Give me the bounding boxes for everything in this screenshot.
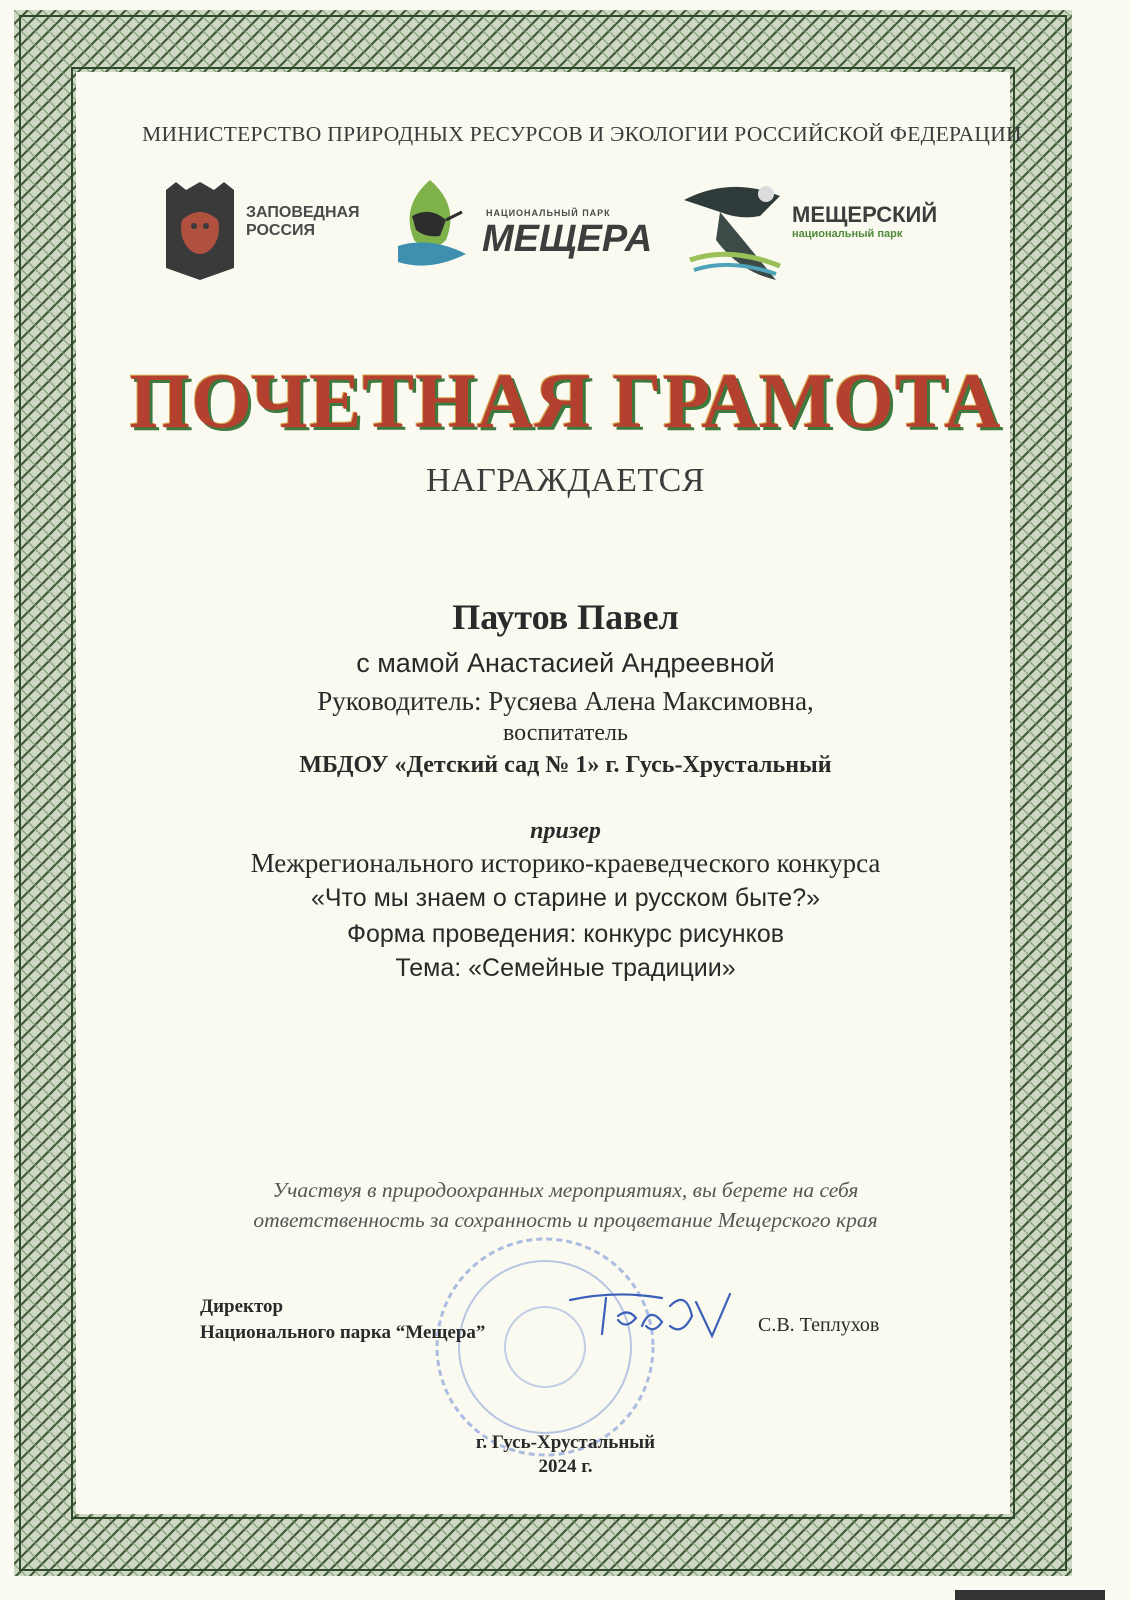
meshchera-big: МЕЩЕРА	[482, 218, 653, 260]
signature-role1: Директор	[200, 1296, 284, 1317]
footer-city: г. Гусь-Хрустальный	[475, 1432, 656, 1453]
meshcherskiy-logo	[680, 176, 940, 286]
motto-line2: ответственность за сохранность и процветание Мещерского края	[253, 1208, 878, 1232]
meshcherskiy-small: национальный парк	[792, 228, 903, 240]
zapovednaya-line2: РОССИЯ	[246, 222, 316, 239]
place-label: призер	[530, 818, 601, 844]
signature-name: С.В. Теплухов	[758, 1314, 880, 1336]
recipient-with: с мамой Анастасией Андреевной	[356, 648, 775, 678]
eagle-icon	[680, 176, 790, 286]
ministry-heading: МИНИСТЕРСТВО ПРИРОДНЫХ РЕСУРСОВ И ЭКОЛОГИИ РОССИЙСКОЙ ФЕДЕРАЦИИ	[142, 122, 1022, 146]
footer-year: 2024 г.	[538, 1456, 593, 1477]
zapovednaya-line1: ЗАПОВЕДНАЯ	[246, 204, 360, 221]
crane-leaf-icon	[390, 176, 470, 276]
bear-shield-icon	[162, 180, 238, 280]
certificate-title: ПОЧЕТНАЯ ГРАМОТА	[129, 357, 1002, 444]
meshchera-logo	[390, 176, 660, 276]
meshcherskiy-big: МЕЩЕРСКИЙ	[792, 202, 938, 227]
contest-line1: Межрегионального историко-краеведческого конкурса	[250, 848, 881, 878]
awarded-label: НАГРАЖДАЕТСЯ	[426, 462, 705, 499]
scan-edge-mark	[955, 1590, 1105, 1600]
recipient-name: Паутов Павел	[452, 597, 679, 637]
supervisor-line: Руководитель: Русяева Алена Максимовна,	[317, 686, 814, 716]
signature-role2: Национального парка “Мещера”	[200, 1322, 486, 1343]
supervisor-position: воспитатель	[503, 720, 628, 746]
meshchera-small: НАЦИОНАЛЬНЫЙ ПАРК	[486, 208, 611, 218]
motto-line1: Участвуя в природоохранных мероприятиях, вы берете на себя	[272, 1178, 859, 1202]
institution-line: МБДОУ «Детский сад № 1» г. Гусь-Хрустальный	[299, 752, 832, 778]
handwritten-signature-icon	[566, 1286, 746, 1356]
contest-format: Форма проведения: конкурс рисунков	[346, 920, 785, 948]
contest-line2: «Что мы знаем о старине и русском быте?»	[310, 884, 821, 912]
contest-theme: Тема: «Семейные традиции»	[395, 954, 736, 982]
zapovednaya-logo	[162, 180, 372, 280]
